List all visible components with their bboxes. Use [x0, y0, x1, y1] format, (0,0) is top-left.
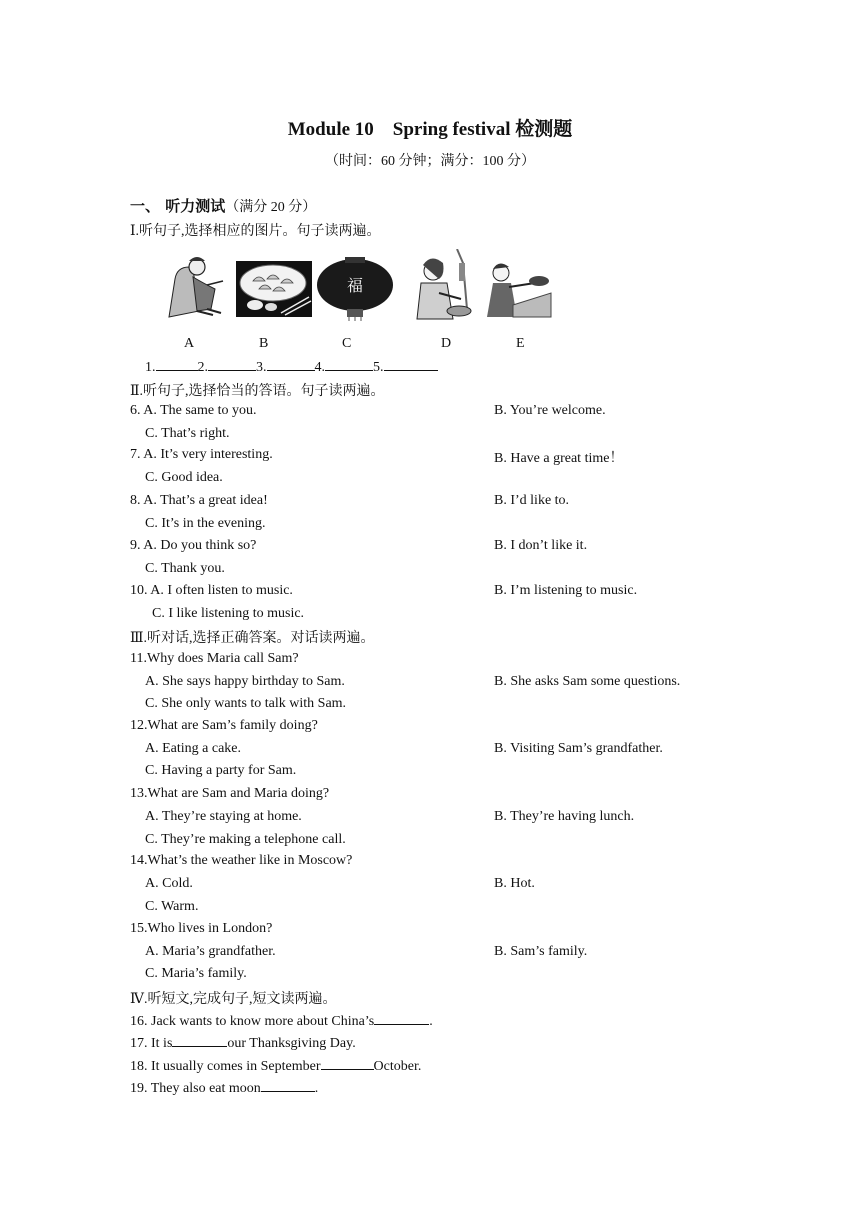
question-text: 11.Why does Maria call Sam?: [130, 651, 299, 666]
question-text: 15.Who lives in London?: [130, 921, 273, 936]
item-text-end: .: [314, 1081, 319, 1096]
option-a: A. Cold.: [145, 876, 193, 891]
page-title: Module 10 Spring festival 检测题: [287, 119, 573, 140]
answer-blank[interactable]: [384, 358, 438, 371]
item-text-end: our Thanksgiving Day.: [227, 1036, 356, 1051]
option-c: C. They’re making a telephone call.: [145, 832, 346, 847]
picture-letter: A: [184, 336, 195, 351]
option-a: A. Eating a cake.: [145, 741, 242, 756]
option-b: B. You’re welcome.: [494, 403, 606, 418]
option-c: C. Good idea.: [145, 470, 223, 485]
option-b: B. Visiting Sam’s grandfather.: [494, 741, 663, 756]
picture-letter: D: [441, 336, 452, 351]
option-c: C. Maria’s family.: [145, 966, 247, 981]
option-b: B. I’d like to.: [494, 493, 570, 508]
question-text: 14.What’s the weather like in Moscow?: [130, 853, 353, 868]
option-b: B. I don’t like it.: [494, 538, 588, 553]
part4-instruction: Ⅳ.听短文,完成句子,短文读两遍。: [130, 992, 337, 1007]
answer-blank[interactable]: [156, 358, 198, 371]
fu-lantern-icon: [317, 257, 393, 321]
picture-letter: E: [516, 336, 525, 351]
item-text: 17. It is: [130, 1036, 173, 1051]
sick-person-icon: [165, 257, 227, 319]
option-c: C. Having a party for Sam.: [145, 763, 297, 778]
option-b: B. Hot.: [494, 876, 535, 891]
section-title: 一、 听力测试: [130, 197, 226, 215]
answer-number: 1.: [145, 360, 156, 375]
option-a: 9. A. Do you think so?: [130, 538, 257, 553]
fill-blank-item: [130, 1079, 318, 1097]
option-a: 6. A. The same to you.: [130, 403, 257, 418]
answer-number: 4.: [314, 360, 325, 375]
option-c: C. I like listening to music.: [152, 606, 305, 621]
item-text: 18. It usually comes in September: [130, 1059, 321, 1074]
item-text-end: .: [429, 1014, 433, 1029]
picture-letter: C: [342, 336, 352, 351]
item-text: 16. Jack wants to know more about China’s: [130, 1014, 375, 1029]
option-a: A. She says happy birthday to Sam.: [145, 674, 345, 689]
picture-letter: B: [259, 336, 269, 351]
option-b: B. They’re having lunch.: [494, 809, 635, 824]
svg-text:福: 福: [346, 276, 364, 295]
option-a: 7. A. It’s very interesting.: [130, 447, 273, 462]
fill-blank-item: [130, 1012, 433, 1030]
answer-number: 3.: [256, 360, 267, 375]
part2-instruction: Ⅱ.听句子,选择恰当的答语。句子读两遍。: [130, 384, 385, 399]
section-score: （满分 20 分）: [225, 200, 317, 215]
answer-number: 2.: [197, 360, 208, 375]
part1-instruction: Ⅰ.听句子,选择相应的图片。句子读两遍。: [130, 224, 381, 239]
answer-blank[interactable]: [267, 358, 315, 371]
dumplings-icon: [236, 261, 312, 317]
answer-blank[interactable]: [261, 1079, 315, 1092]
option-c: C. That’s right.: [145, 426, 230, 441]
answer-number: 5.: [373, 360, 384, 375]
option-b: B. Sam’s family.: [494, 944, 588, 959]
option-a: A. They’re staying at home.: [145, 809, 302, 824]
picture-row: [163, 249, 558, 321]
answer-blank[interactable]: [325, 358, 373, 371]
option-b: B. Have a great time！: [494, 451, 624, 466]
item-text: 19. They also eat moon: [130, 1081, 261, 1096]
option-c: C. It’s in the evening.: [145, 516, 266, 531]
woman-cooking-icon: [415, 249, 479, 321]
answer-blank[interactable]: [321, 1057, 374, 1070]
option-c: C. Warm.: [145, 899, 199, 914]
item-text-end: October.: [373, 1059, 422, 1074]
page-subtitle: （时间：60 分钟；满分：100 分）: [325, 154, 535, 169]
fill-blank-item: [130, 1034, 356, 1052]
answer-blank[interactable]: [208, 358, 256, 371]
fill-blank-item: [130, 1057, 421, 1075]
option-a: A. Maria’s grandfather.: [145, 944, 276, 959]
option-a: 10. A. I often listen to music.: [130, 583, 293, 598]
answer-blank[interactable]: [374, 1012, 429, 1025]
section-heading: [130, 195, 316, 216]
option-c: C. Thank you.: [145, 561, 225, 576]
question-text: 12.What are Sam’s family doing?: [130, 718, 318, 733]
option-b: B. I’m listening to music.: [494, 583, 638, 598]
part3-instruction: Ⅲ.听对话,选择正确答案。对话读两遍。: [130, 631, 375, 646]
question-text: 13.What are Sam and Maria doing?: [130, 786, 330, 801]
option-b: B. She asks Sam some questions.: [494, 674, 681, 689]
woman-cleaning-icon: [481, 259, 551, 317]
option-c: C. She only wants to talk with Sam.: [145, 696, 347, 711]
answer-blanks-row: [145, 358, 438, 376]
answer-blank[interactable]: [172, 1034, 227, 1047]
option-a: 8. A. That’s a great idea!: [130, 493, 268, 508]
